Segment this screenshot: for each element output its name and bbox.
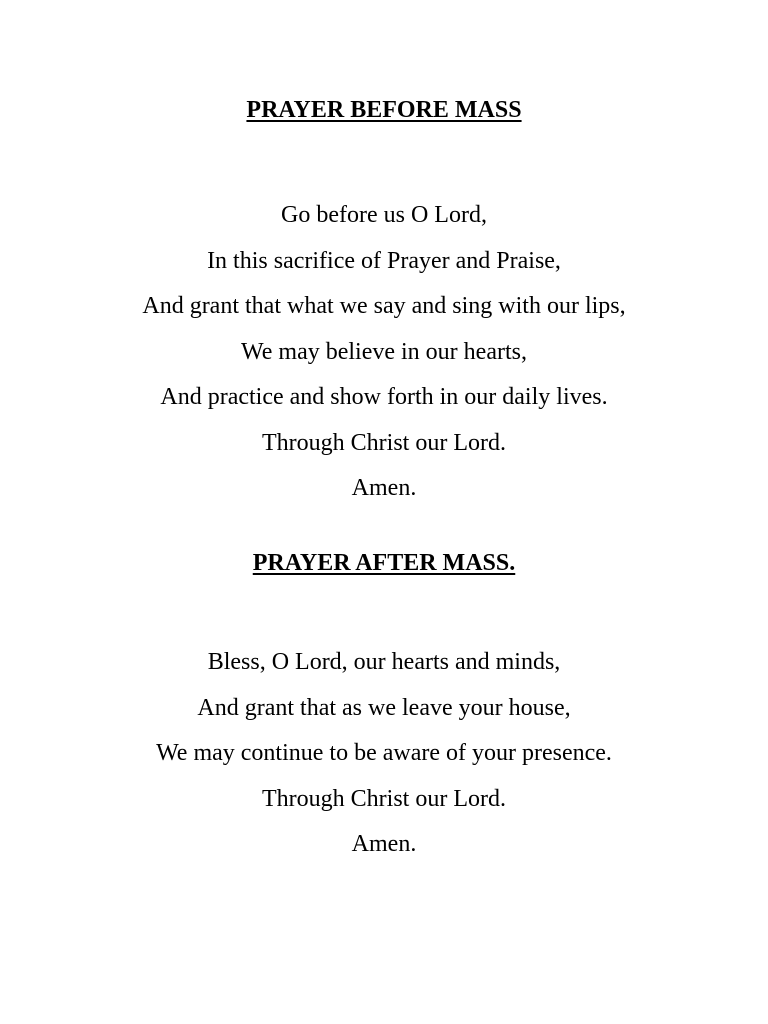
prayer-line: Go before us O Lord,	[281, 202, 487, 228]
prayer-line: We may continue to be aware of your presence.	[156, 740, 612, 766]
prayer-line: In this sacrifice of Prayer and Praise,	[207, 247, 561, 274]
prayer-line: We may believe in our hearts,	[241, 338, 527, 365]
prayer-line: Amen.	[351, 831, 417, 857]
prayer-line: Through Christ our Lord.	[262, 429, 506, 456]
prayer-line: And practice and show forth in our daily lives.	[160, 384, 608, 410]
prayer-line: Through Christ our Lord.	[262, 785, 506, 812]
prayer-before-mass-title: PRAYER BEFORE MASS	[246, 97, 522, 123]
prayer-after-mass-text	[0, 640, 768, 868]
prayer-line: Bless, O Lord, our hearts and minds,	[207, 649, 561, 675]
prayer-after-mass-title: PRAYER AFTER MASS.	[252, 550, 516, 576]
prayer-line: And grant that what we say and sing with our lips,	[142, 293, 626, 319]
prayer-line: And grant that as we leave your house,	[197, 694, 571, 721]
prayer-line: Amen.	[351, 475, 417, 501]
prayer-before-mass-text	[0, 193, 768, 512]
